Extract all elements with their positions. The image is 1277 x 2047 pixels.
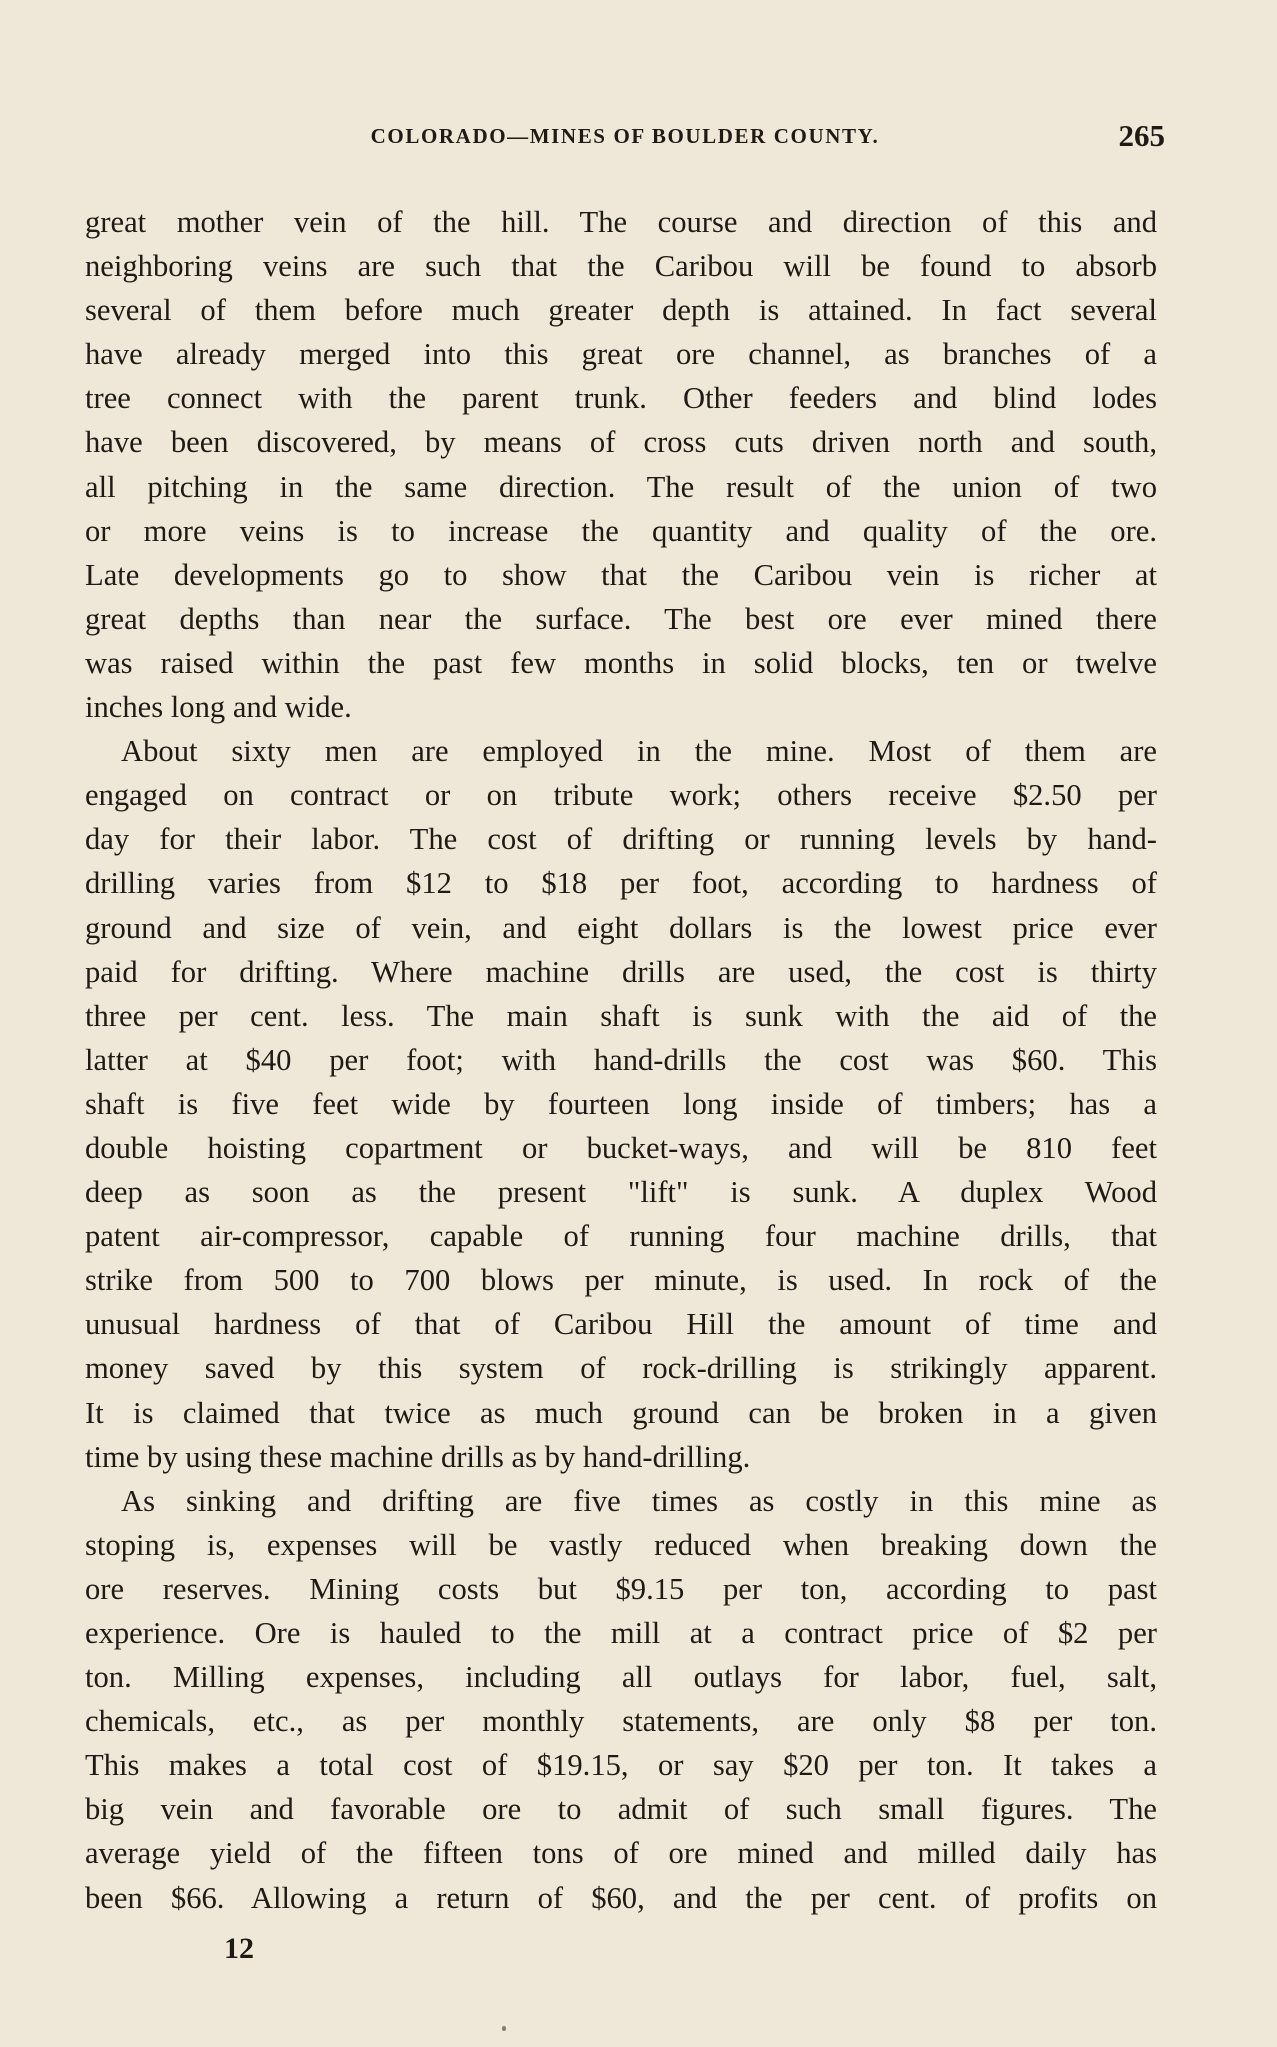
text-line: chemicals, etc., as per monthly statements, are only $8 per ton. — [85, 1704, 1157, 1739]
text-line: been $66. Allowing a return of $60, and the per cent. of profits on — [85, 1880, 1157, 1915]
text-line: As sinking and drifting are five times as costly in this mine as — [121, 1483, 1157, 1518]
text-line: latter at $40 per foot; with hand-drills the cost was $60. This — [85, 1042, 1157, 1077]
text-line: was raised within the past few months in solid blocks, ten or twelve — [85, 645, 1157, 680]
text-line: ground and size of vein, and eight dollars is the lowest price ever — [85, 910, 1157, 945]
text-line: three per cent. less. The main shaft is sunk with the aid of the — [85, 998, 1157, 1033]
text-line: inches long and wide. — [85, 690, 352, 725]
text-line: experience. Ore is hauled to the mill at a contract price of $2 per — [85, 1616, 1157, 1650]
text-line: several of them before much greater depth is attained. In fact several — [85, 293, 1157, 328]
text-line: great mother vein of the hill. The course and direction of this and — [85, 205, 1157, 239]
page-number: 265 — [1118, 118, 1165, 153]
running-head — [85, 118, 1165, 160]
text-line: average yield of the fifteen tons of ore mined and milled daily has — [85, 1836, 1157, 1871]
text-line: ton. Milling expenses, including all outlays for labor, fuel, salt, — [85, 1660, 1157, 1695]
signature-mark: 12 — [224, 1932, 254, 1965]
text-line: tree connect with the parent trunk. Other feeders and blind lodes — [85, 381, 1157, 416]
text-line: ore reserves. Mining costs but $9.15 per ton, according to past — [85, 1571, 1157, 1606]
text-line: This makes a total cost of $19.15, or say $20 per ton. It takes a — [85, 1748, 1157, 1783]
text-line: stoping is, expenses will be vastly reduced when breaking down the — [85, 1527, 1157, 1562]
text-line: great depths than near the surface. The best ore ever mined there — [85, 601, 1157, 636]
text-line: About sixty men are employed in the mine. Most of them are — [121, 734, 1157, 769]
text-line: engaged on contract or on tribute work; others receive $2.50 per — [85, 778, 1157, 813]
paragraph-2 — [85, 729, 1157, 1479]
text-line: big vein and favorable ore to admit of such small figures. The — [85, 1792, 1157, 1827]
paragraph-1 — [85, 200, 1157, 729]
text-line: Late developments go to show that the Caribou vein is richer at — [85, 557, 1157, 592]
paragraph-3 — [85, 1479, 1157, 1920]
text-line: day for their labor. The cost of drifting or running levels by hand- — [85, 822, 1157, 857]
text-line: have been discovered, by means of cross cuts driven north and south, — [85, 425, 1157, 460]
text-line: patent air-compressor, capable of running four machine drills, that — [85, 1219, 1157, 1254]
text-line: double hoisting copartment or bucket-ways, and will be 810 feet — [85, 1130, 1157, 1165]
text-line: have already merged into this great ore channel, as branches of a — [85, 337, 1157, 372]
text-line: money saved by this system of rock-drilling is strikingly apparent. — [85, 1351, 1157, 1386]
text-line: paid for drifting. Where machine drills are used, the cost is thirty — [85, 954, 1157, 989]
paper-speck — [502, 2026, 506, 2031]
text-line: shaft is five feet wide by fourteen long inside of timbers; has a — [85, 1086, 1157, 1121]
running-title: COLORADO—MINES OF BOULDER COUNTY. — [370, 124, 880, 148]
text-line: drilling varies from $12 to $18 per foot, according to hardness of — [85, 866, 1157, 901]
text-line: It is claimed that twice as much ground can be broken in a given — [85, 1395, 1157, 1430]
text-line: neighboring veins are such that the Caribou will be found to absorb — [85, 249, 1157, 284]
text-line: deep as soon as the present "lift" is sunk. A duplex Wood — [85, 1175, 1157, 1210]
text-line: all pitching in the same direction. The result of the union of two — [85, 469, 1157, 504]
body-text — [85, 200, 1157, 1920]
text-line: strike from 500 to 700 blows per minute, is used. In rock of the — [85, 1263, 1157, 1298]
text-line: time by using these machine drills as by hand-drilling. — [85, 1439, 751, 1474]
text-line: or more veins is to increase the quantity and quality of the ore. — [85, 513, 1157, 548]
text-line: unusual hardness of that of Caribou Hill the amount of time and — [85, 1307, 1157, 1342]
